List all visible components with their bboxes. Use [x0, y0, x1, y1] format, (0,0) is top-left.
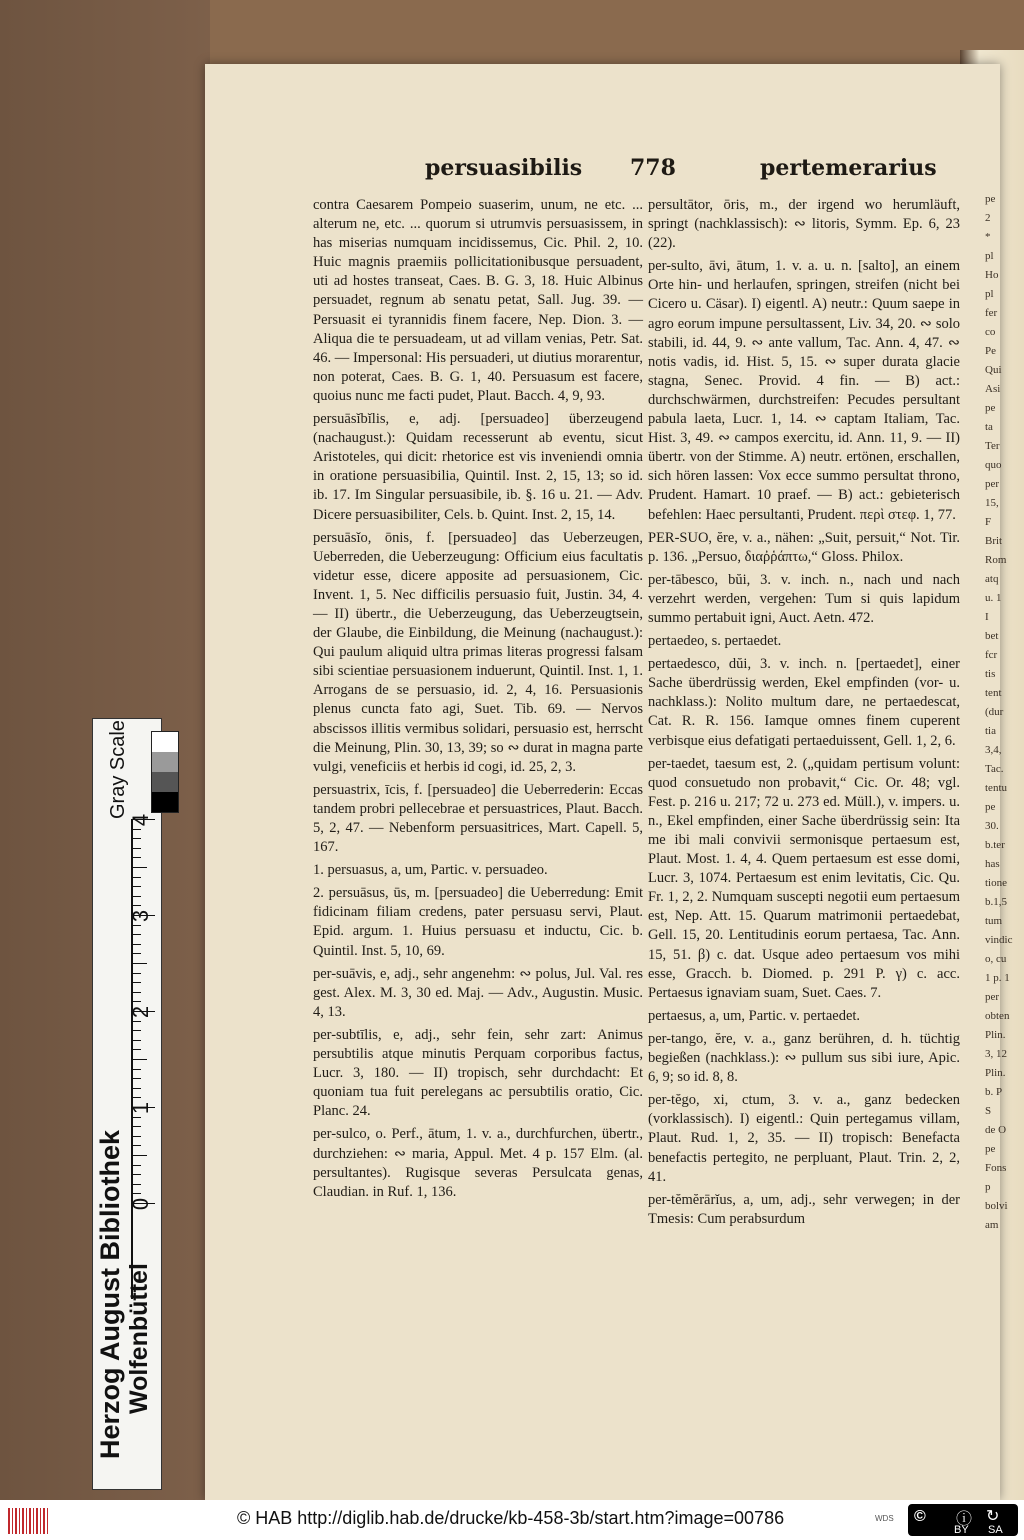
- library-label: [91, 719, 153, 1489]
- ruler-tick: [133, 1184, 141, 1185]
- ruler-tick: [133, 867, 147, 868]
- edge-fragment: co: [985, 326, 996, 338]
- ruler-tick: [133, 896, 141, 897]
- swatch-white: [152, 732, 178, 752]
- ruler-tick: [133, 1193, 141, 1194]
- entry-paragraph: persultātor, ōris, m., der irgend wo herumläuft, springt (nachklassisch): ∾ litoris, Symm. Ep. 6, 23 (22).: [648, 197, 960, 252]
- ruler-tick: [133, 1155, 147, 1156]
- entry-paragraph: pertaesus, a, um, Partic. v. pertaedet.: [648, 1007, 861, 1024]
- edge-fragment: tis: [985, 668, 996, 680]
- edge-fragment: pe: [985, 801, 996, 813]
- sa-label: SA: [988, 1524, 1003, 1536]
- entry-paragraph: PER-SUO, ĕre, v. a., nähen: „Suit, persuit,“ Not. Tir. p. 136. „Persuo, διαῤῥάπτω,“ Gloss. Philox.: [648, 529, 960, 565]
- ruler-number: 3: [128, 909, 154, 923]
- edge-fragment: S: [985, 1105, 992, 1117]
- ruler-number: 1: [128, 1101, 154, 1115]
- edge-fragment: bet: [985, 630, 999, 642]
- library-city: Wolfenbüttel: [125, 1263, 153, 1414]
- edge-fragment: I: [985, 611, 989, 623]
- edge-fragment: pe: [985, 402, 996, 414]
- edge-fragment: Ho: [985, 269, 999, 281]
- ruler-tick: [133, 1049, 141, 1050]
- edge-fragment: per: [985, 478, 1000, 490]
- edge-fragment: 2: [985, 212, 991, 224]
- wds-label: WDS: [875, 1514, 894, 1523]
- library-name: Herzog August Bibliothek: [95, 1130, 125, 1459]
- edge-fragment: b.1,5: [985, 896, 1007, 908]
- edge-fragment: fcr: [985, 649, 998, 661]
- header-right-word: pertemerarius: [760, 155, 937, 181]
- ruler-number: 0: [128, 1197, 154, 1211]
- ruler-tick: [133, 1088, 141, 1089]
- ruler-tick: [133, 925, 141, 926]
- edge-fragment: ta: [985, 421, 993, 433]
- ruler-tick: [133, 934, 141, 935]
- edge-fragment: o, cu: [985, 953, 1007, 965]
- swatch-mid: [152, 752, 178, 772]
- edge-fragment: 3,4,: [985, 744, 1002, 756]
- edge-fragment: Plin.: [985, 1067, 1006, 1079]
- edge-fragment: tum: [985, 915, 1003, 927]
- edge-fragment: pe: [985, 193, 996, 205]
- ruler-tick: [133, 1001, 141, 1002]
- right-column: [648, 196, 960, 1233]
- ruler-tick: [133, 1097, 141, 1098]
- ruler-tick: [133, 1165, 141, 1166]
- by-label: BY: [954, 1524, 969, 1536]
- by-icon: ⓘ: [956, 1511, 973, 1528]
- entry-paragraph: contra Caesarem Pompeio suaserim, unum, ne etc. ... alterum ne, etc. ... quorum si utrumvis persuasissem, in has miserias numquam incidissemus, Cic. Phil. 2, 10. Huic magnis praemiis pollicitationibusque persuadent, uti ad hostes transeat, Caes. B. G. 3, 18. Huic Albinus persuadet, regnum ab senatu petat, Sall. Jug. 39. — Persuasit ei tyrannidis finem facere, Nep. Dion. 3. — Aliqua die te persuadeam, ut ad villam venias, Petr. Sat. 46. — Impersonal: His persuaderi, ut diutius morarentur, non poterat, Caes. B. G. 1, 40. Persuasum est facere, quoius nunc me facti pudet, Plaut. Bacch. 4, 9, 93.: [313, 197, 643, 404]
- edge-fragment: p: [985, 1181, 991, 1193]
- entry-paragraph: per-sulto, āvi, ātum, 1. v. a. u. n. [salto], an einem Orte hin- und herlaufen, springen, streifen (nicht bei Cicero u. Cäsar). I) eigentl. A) neutr.: Quum saepe in agro eorum impune persultassent, Liv. 34, 20. ∾ solo stabili, id. 44, 9. ∾ ante vallum, Tac. Ann. 4, 47. ∾ notis vadis, id. Hist. 5, 15. ∾ super durata glacie stagna, Senec. Provid. 4 fin. — B) act.: durchschwärmen, durchstreifen: Pecudes persultant pabula laeta, Lucr. 1, 14. ∾ captam Italiam, Tac. Hist. 3, 49. ∾ campos exercitu, id. Ann. 11, 9. — II) übertr. von der Stimme. A) neutr. ertönen, erschallen, sich hören lassen: Vox ecce summo persultat throno, Prudent. Hamart. 10 praef. — B) act.: gebieterisch befehlen: Haec persultanti, Prudent. περὶ στεφ. 1, 77.: [648, 258, 960, 523]
- ruler-number: 4: [128, 813, 154, 827]
- edge-fragment: has: [985, 858, 1000, 870]
- ruler-tick: [133, 1021, 141, 1022]
- ruler-tick: [133, 992, 141, 993]
- edge-fragment: am: [985, 1219, 999, 1231]
- ruler-tick: [133, 1078, 141, 1079]
- ruler-tick: [133, 1145, 141, 1146]
- ruler-tick: [133, 905, 141, 906]
- ruler-tick: [133, 1040, 141, 1041]
- ruler-tick: [133, 963, 147, 964]
- edge-fragment: (dur: [985, 706, 1004, 718]
- entry-paragraph: 1. persuasus, a, um, Partic. v. persuadeo.: [313, 862, 548, 879]
- ruler-tick: [133, 1059, 147, 1060]
- ruler-tick: [133, 857, 141, 858]
- ruler-tick: [133, 953, 141, 954]
- cc-icon: ©: [914, 1508, 926, 1525]
- source-url[interactable]: © HAB http://diglib.hab.de/drucke/kb-458-3b/start.htm?image=00786: [237, 1508, 785, 1528]
- swatch-black: [152, 792, 178, 812]
- edge-fragment: Plin.: [985, 1029, 1006, 1041]
- entry-paragraph: 2. persuāsus, ūs, m. [persuadeo] die Ueberredung: Emit fidicinam filiam credens, pater persuasu servi, Plaut. Epid. argum. 1. Huius persuasu et inductu, Cic. b. Quintil. Inst. 5, 10, 69.: [313, 885, 643, 959]
- edge-fragment: tentu: [985, 782, 1007, 794]
- edge-fragment: tia: [985, 725, 996, 737]
- license-badge[interactable]: [908, 1504, 1018, 1536]
- entry-paragraph: pertaedeo, s. pertaedet.: [648, 633, 782, 650]
- edge-fragment: Fons: [985, 1162, 1007, 1174]
- page-number: 778: [630, 155, 676, 181]
- entry-paragraph: per-sulco, o. Perf., ātum, 1. v. a., durchfurchen, übertr., durchziehen: ∾ maria, Appul. Met. 4 p. 157 Elm. (al. persultantes). Rugisque severas Persulcata genas, Claudian. in Ruf. 1, 136.: [313, 1126, 643, 1200]
- running-header: [205, 155, 1000, 195]
- edge-fragment: Brit: [985, 535, 1003, 547]
- entry-paragraph: per-tābesco, bŭi, 3. v. inch. n., nach und nach verzehrt werden, vergehen: Tum si quis lapidum summo pertabuit igni, Auct. Aetn. 472.: [648, 571, 960, 626]
- cm-ruler: [128, 813, 161, 1299]
- edge-fragment: F: [985, 516, 992, 528]
- edge-fragment: Rom: [985, 554, 1007, 566]
- edge-fragment: 3, 12: [985, 1048, 1007, 1060]
- ruler-tick: [133, 1030, 141, 1031]
- ruler-tick: [133, 1117, 141, 1118]
- edge-fragment: Asi: [985, 383, 1001, 395]
- edge-fragment: Pe: [985, 345, 996, 357]
- ruler-tick: [133, 838, 141, 839]
- ruler-number: 2: [128, 1005, 154, 1019]
- edge-fragment: 1 p. 1: [985, 972, 1010, 984]
- edge-fragment: b.ter: [985, 839, 1005, 851]
- edge-fragment: *: [985, 231, 991, 243]
- swatch-dark: [152, 772, 178, 792]
- edge-fragment: tione: [985, 877, 1007, 889]
- entry-paragraph: per-taedet, taesum est, 2. („quidam pertisum volunt: quod consuetudo non probavit,“ Cic. Or. 48; vgl. Fest. p. 216 u. 217; 72 u. 273 ed. Müll.), v. impers. u. n., Ekel empfinden, einer Sache überdrüssig sein: Ita me ibi mali convivii sermonisque pertaesum est, Plaut. Most. 1. 4, 4. Quem pertaesum est esse domi, Lucr. 3, 1074. Pertaesum est enim levitatis, Cic. Qu. Fr. 1, 2, 2. Numquam suscepti negotii eum pertaesum est, Nep. Att. 15. Quarum matrimonii pertaedebat, Gell. 15, 20. Lentitudinis eorum pertaesa, Tac. Ann. 15, 51. β) c. dat. Usque adeo pertaesum vos mihi esse, Gracch. b. Diomed. p. 291 P. γ) c. acc. Pertaesus ignaviam suam, Suet. Caes. 7.: [648, 755, 960, 1001]
- entry-paragraph: per-tango, ĕre, v. a., ganz berühren, d. h. tüchtig begießen (nachklass.): ∾ pullum sus sibi iure, Apic. 6, 9; so id. 8, 8.: [648, 1030, 960, 1086]
- ruler-tick: [133, 1126, 141, 1127]
- header-left-word: persuasibilis: [425, 155, 583, 181]
- edge-fragment: atq: [985, 573, 999, 585]
- ruler-tick: [133, 944, 141, 945]
- gray-scale-title: Gray Scale: [107, 720, 129, 819]
- edge-fragment: pl: [985, 250, 994, 262]
- next-page-edge-fragments: [985, 190, 1024, 1390]
- edge-fragment: 30.: [985, 820, 999, 832]
- entry-paragraph: per-tĕgo, xi, ctum, 3. v. a., ganz bedecken (vorklassisch). I) eigentl.: Quin pertegamus villam, Plaut. Rud. 1, 2, 35. — II) tropisch: Benefacta benefactis pertegito, ne perpluant, Plaut. Trin. 2, 2, 41.: [648, 1092, 960, 1185]
- edge-fragment: b. P: [985, 1086, 1003, 1098]
- ruler-tick: [133, 829, 141, 830]
- edge-fragment: pl: [985, 288, 994, 300]
- left-column: [313, 196, 643, 1206]
- edge-fragment: quo: [985, 459, 1002, 471]
- entry-paragraph: per-tĕmĕrārĭus, a, um, adj., sehr verwegen; in der Tmesis: Cum perabsurdum: [648, 1191, 960, 1227]
- entry-paragraph: pertaedesco, dŭi, 3. v. inch. n. [pertaedet], einer Sache überdrüssig werden, Ekel empfinden (vor- u. nachklass.): Nolito multum dare, ne pertaedescat, Cat. R. R. 156. Iamque omnes finem cuperent verbisque eius defatigati pertaeduissent, Gell. 1, 2, 6.: [648, 656, 960, 749]
- edge-fragment: 15,: [985, 497, 999, 509]
- edge-fragment: Qui: [985, 364, 1002, 376]
- ruler-tick: [133, 877, 141, 878]
- ruler-tick: [133, 848, 141, 849]
- ruler-tick: [133, 973, 141, 974]
- ruler-tick: [133, 886, 141, 887]
- gray-scale-card: [92, 718, 162, 1490]
- ruler-tick: [133, 982, 141, 983]
- edge-fragment: Ter: [985, 440, 1000, 452]
- ruler-tick: [133, 1136, 141, 1137]
- sa-icon: ↻: [986, 1508, 1000, 1525]
- edge-fragment: u. 1: [985, 592, 1002, 604]
- entry-paragraph: persuāsĭo, ōnis, f. [persuadeo] das Ueberzeugen, Ueberreden, die Ueberzeugung: Officium eius facultatis videtur esse, dicere apposite ad persuasionem, Cic. Invent. 1, 5. Nec difficilis persuasio fuit, Justin. 34, 4. — II) übertr., die Ueberzeugung, das Ueberzeugtsein, der Glaube, die Einbildung, die Meinung (nachaugust.): Qui paulum aliquid ultra primas literas progressi falsam sibi scientiae persuasionem induerunt, Quintil. Inst. 1, 1. Arrogans de se persuasio, id. 2, 4, 16. Persuasionis plenus cuncta fato agi, Suet. Tib. 69. — Nervos abscissos illitis vermibus solidari, persuasio est, herrscht die Meinung, Plin. 30, 13, 39; so ∾ durat in magna parte vulgi, veneficiis et herbis id cogi, id. 25, 2, 3.: [313, 529, 643, 775]
- gray-scale-swatches: [151, 731, 179, 813]
- entry-paragraph: per-suāvis, e, adj., sehr angenehm: ∾ polus, Jul. Val. res gest. Alex. M. 3, 30 ed. Maj. — Adv., Augustin. Music. 4, 13.: [313, 965, 643, 1020]
- edge-fragment: per: [985, 991, 1000, 1003]
- edge-fragment: obten: [985, 1010, 1010, 1022]
- barcode-logo-icon: [8, 1508, 48, 1534]
- edge-fragment: bolvi: [985, 1200, 1008, 1212]
- footer-bar: [0, 1500, 1024, 1540]
- edge-fragment: tent: [985, 687, 1002, 699]
- edge-fragment: fer: [985, 307, 998, 319]
- entry-paragraph: per-subtīlis, e, adj., sehr fein, sehr zart: Animus persubtilis atque minutis Perquam corporibus factus, Lucr. 3, 180. — II) tropisch, sehr durchdacht: Et quoniam tua fuit perelegans ac persubtilis oratio, Cic. Planc. 24.: [313, 1026, 643, 1120]
- entry-paragraph: persuastrix, īcis, f. [persuadeo] die Ueberrederin: Eccas tandem probri pellecebrae et persuastrices, Plaut. Bacch. 5, 2, 47. — Nebenform persuasitrices, Mart. Capell. 5, 167.: [313, 781, 643, 856]
- ruler-tick: [133, 1069, 141, 1070]
- ruler-tick: [133, 1174, 141, 1175]
- edge-fragment: Tac.: [985, 763, 1004, 775]
- edge-fragment: de O: [985, 1124, 1007, 1136]
- entry-paragraph: persuāsĭbĭlis, e, adj. [persuadeo] überzeugend (nachaugust.): Quidam recesserunt ab eventu, sicut Aristoteles, qui dicit: rhetorice est vis inveniendi omnia in oratione persuasibilia, Quintil. Inst. 2, 15, 13; so id. ib. 17. Im Singular persuasibile, ib. §. 16 u. 21. — Adv. Dicere persuasibiliter, Cels. b. Quint. Inst. 2, 15, 14.: [313, 411, 643, 523]
- edge-fragment: pe: [985, 1143, 996, 1155]
- edge-fragment: vindic: [985, 934, 1013, 946]
